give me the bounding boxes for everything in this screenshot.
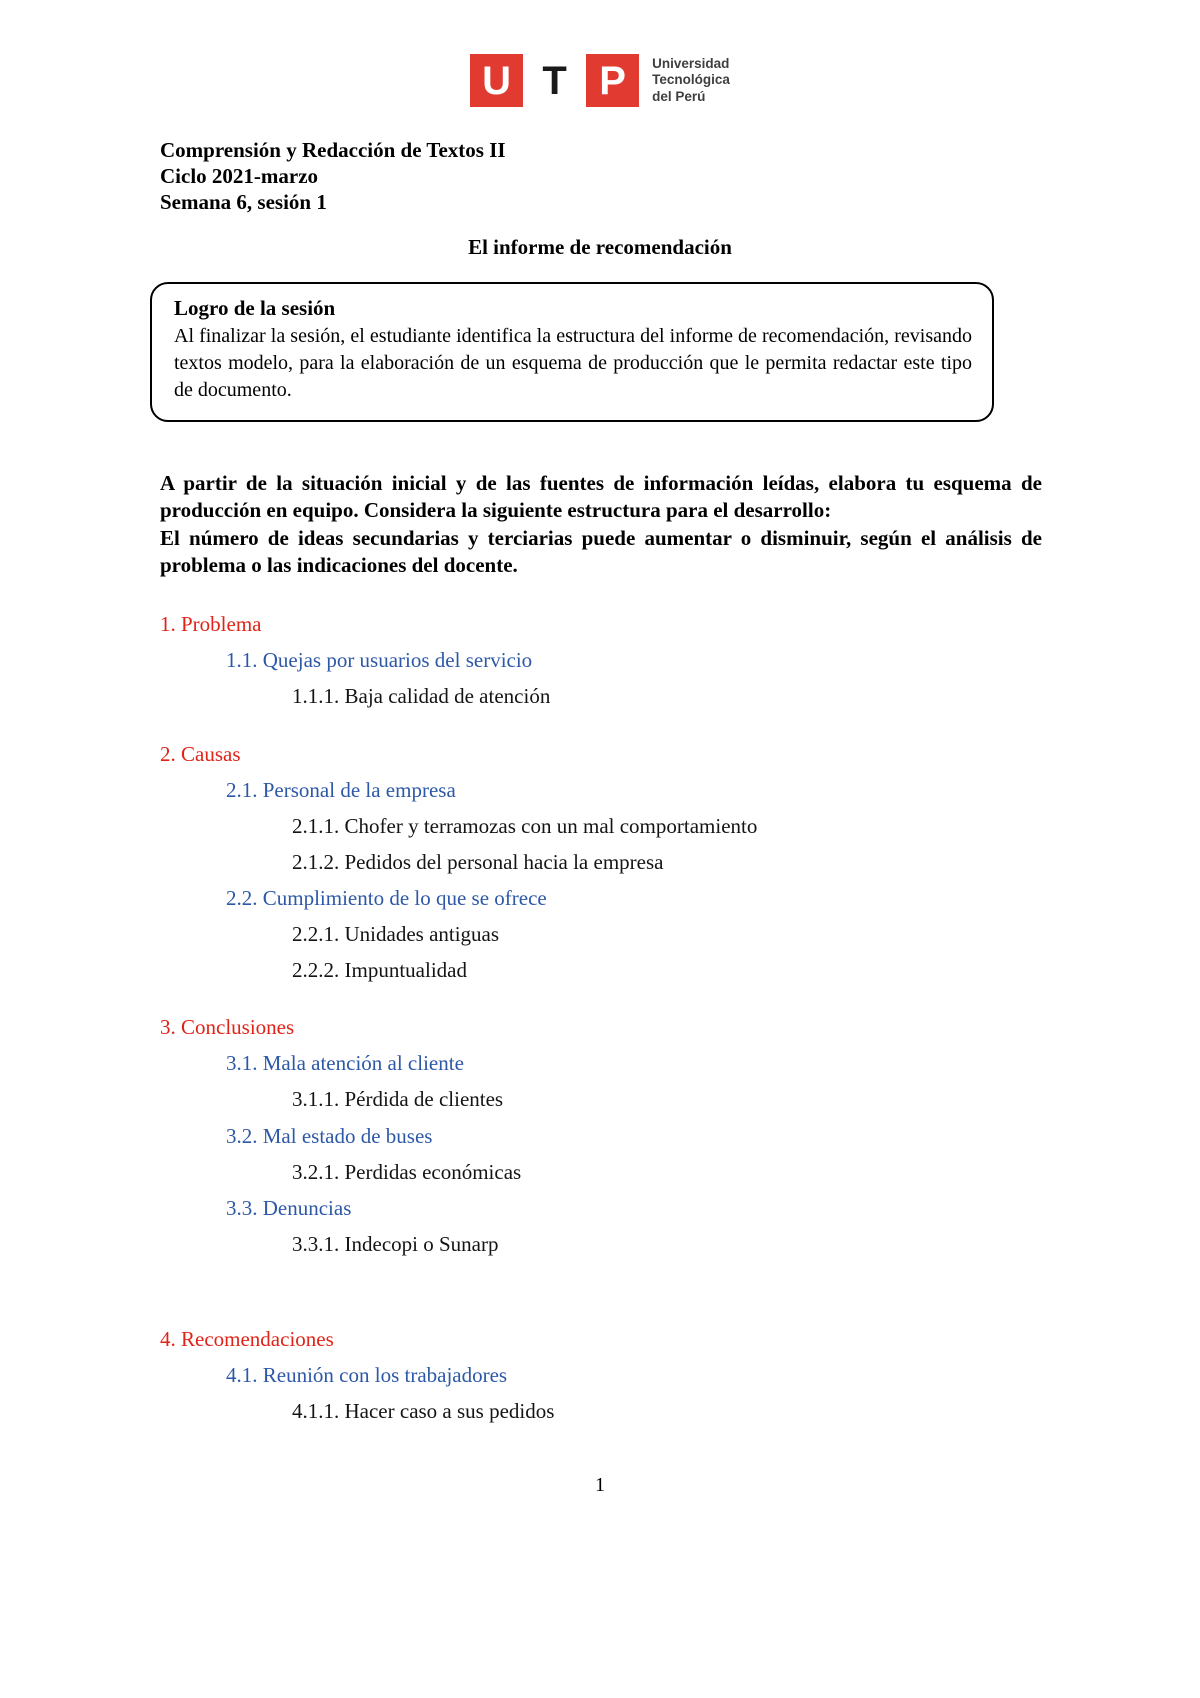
- outline-item: 2.1.1. Chofer y terramozas con un mal comportamiento: [292, 813, 758, 838]
- page-number: 1: [595, 1474, 605, 1496]
- outline-item: 2.1. Personal de la empresa: [226, 777, 456, 802]
- outline-item: 2.2.1. Unidades antiguas: [292, 922, 500, 947]
- outline-item: 3. Conclusiones: [160, 1015, 295, 1040]
- outline-item: 3.3.1. Indecopi o Sunarp: [292, 1231, 499, 1256]
- production-outline: [160, 613, 1040, 1423]
- outline-item: 2.2.2. Impuntualidad: [292, 958, 467, 983]
- outline-item: 4. Recomendaciones: [160, 1326, 334, 1351]
- session-goal-box: [150, 282, 994, 422]
- logo-org-line-1: Universidad: [652, 55, 730, 71]
- logo-letter-u: U: [470, 54, 523, 107]
- outline-item: 1.1. Quejas por usuarios del servicio: [226, 648, 533, 673]
- outline-item: 3.2. Mal estado de buses: [226, 1123, 433, 1148]
- instructions-paragraph-1: A partir de la situación inicial y de las fuentes de información leídas, elabora tu esquema de producción en equipo. Considera la siguiente estructura para el desarrollo:: [160, 471, 1042, 523]
- page-title: El informe de recomendación: [468, 235, 732, 260]
- logo-letter-p: P: [586, 54, 639, 107]
- outline-item: 3.1. Mala atención al cliente: [226, 1051, 464, 1076]
- outline-item: 3.2.1. Perdidas económicas: [292, 1159, 522, 1184]
- utp-logo: [0, 0, 1200, 107]
- course-cycle: Ciclo 2021-marzo: [160, 164, 319, 189]
- outline-item: 4.1. Reunión con los trabajadores: [226, 1362, 508, 1387]
- logo-org-line-2: Tecnológica: [652, 72, 730, 88]
- outline-item: 2.1.2. Pedidos del personal hacia la empresa: [292, 849, 664, 874]
- outline-item: 2. Causas: [160, 741, 241, 766]
- instructions-paragraph-2: El número de ideas secundarias y terciarias puede aumentar o disminuir, según el análisis de problema o las indicaciones del docente.: [160, 525, 1042, 577]
- outline-item: 3.1.1. Pérdida de clientes: [292, 1087, 504, 1112]
- instructions: [160, 470, 1042, 579]
- outline-item: 1. Problema: [160, 612, 262, 637]
- logo-org-name: [652, 56, 730, 105]
- outline-item: 2.2. Cumplimiento de lo que se ofrece: [226, 885, 547, 910]
- utp-logo-blocks: [470, 54, 639, 107]
- outline-item: 1.1.1. Baja calidad de atención: [292, 684, 551, 709]
- session-goal-heading: Logro de la sesión: [174, 296, 336, 321]
- course-name: Comprensión y Redacción de Textos II: [160, 138, 506, 162]
- session-goal-text: Al finalizar la sesión, el estudiante identifica la estructura del informe de recomendación, revisando textos modelo, para la elaboración de un esquema de producción que le permita redactar este tipo de documento.: [174, 325, 972, 402]
- course-session: Semana 6, sesión 1: [160, 190, 327, 215]
- course-header: [160, 137, 1040, 215]
- page-content: [0, 137, 1200, 1423]
- logo-letter-t: T: [528, 54, 581, 107]
- outline-item: 4.1.1. Hacer caso a sus pedidos: [292, 1399, 555, 1424]
- logo-org-line-3: del Perú: [652, 88, 706, 104]
- outline-item: 3.3. Denuncias: [226, 1195, 352, 1220]
